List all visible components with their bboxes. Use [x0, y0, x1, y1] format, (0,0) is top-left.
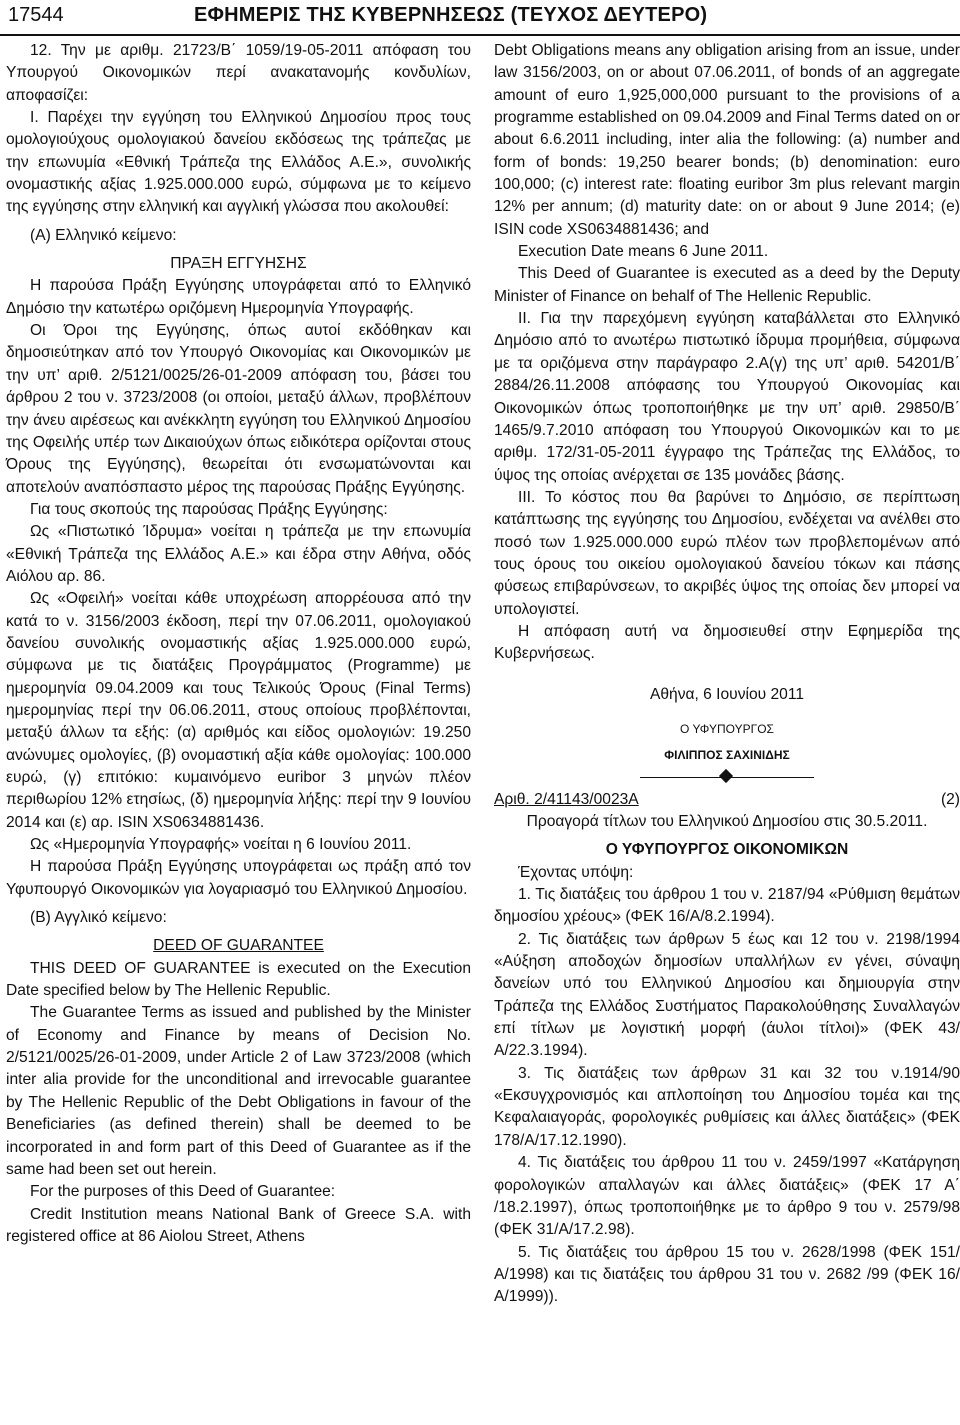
decision-title: Προαγορά τίτλων του Ελληνικού Δημοσίου στις 30.5.2011.	[526, 813, 928, 830]
left-column	[6, 40, 471, 1248]
paragraph: Ως «Πιστωτικό Ίδρυμα» νοείται η τράπεζα με την επωνυμία «Εθνική Τράπεζα της Ελλάδος Α.Ε.» και έδρα στην Αθήνα, οδός Αιόλου αρ. 86.	[6, 523, 471, 585]
list-item: 4. Τις διατάξεις του άρθρου 11 του ν. 2459/1997 «Κατάργηση φορολογικών απαλλαγών και άλλες διατάξεις» (ΦΕΚ 17 Α΄ /18.2.1997), όπως τροποποιήθηκε με το άρθρο 9 του ν. 2579/98 (ΦΕΚ 31/Α/17.2.98).	[494, 1154, 960, 1239]
signature-role: Ο ΥΦΥΠΟΥΡΓΟΣ	[680, 721, 774, 736]
decision-ordinal: (2)	[940, 790, 960, 808]
list-item: 5. Τις διατάξεις του άρθρου 15 του ν. 2628/1998 (ΦΕΚ 151/Α/1998) και τις διατάξεις του άρθρου 31 του ν. 2682 /99 (ΦΕΚ 16/Α/1999)).	[494, 1243, 960, 1306]
paragraph: The Guarantee Terms as issued and published by the Minister of Economy and Finance by means of Decision No. 2/5121/0025/26-01-2009, under Article 2 of Law 3723/2008 (which inter alia provide for the unconditional and irrevocable guarantee by The Hellenic Republic of the Debt Obligations in favour of the Beneficiaries (as defined therein) shall be deemed to be incorporated in and form part of this Deed of Guarantee as if the same had been set out herein.	[6, 1004, 471, 1178]
section-heading: ΠΡΑΞΗ ΕΓΓΥΗΣΗΣ	[170, 255, 307, 273]
paragraph: Η παρούσα Πράξη Εγγύησης υπογράφεται ως πράξη από τον Υφυπουργό Οικονομικών για λογαριασμό του Ελληνικού Δημοσίου.	[6, 858, 471, 898]
paragraph: ΙΙ. Για την παρεχόμενη εγγύηση καταβάλλεται στο Ελληνικό Δημόσιο από το ανωτέρω πιστωτικό ίδρυμα προμήθεια, σύμφωνα με τα οριζόμενα στην παράγραφο 2.Α(γ) της υπ’ αριθ. 54201/Β΄ 2884/26.11.2008 απόφασης του Υπουργού Οικονομίας και Οικονομικών όπως τροποποιήθηκε με την υπ’ αριθ. 29850/Β΄ 1465/9.7.2010 απόφαση του Υπουργού Οικονομικών και το με αριθμ. 172/31-05-2011 έγγραφο της Τράπεζας της Ελλάδος, το ύψος της οποίας ανέρχεται σε 135 μονάδες βάσης.	[494, 310, 960, 484]
paragraph: For the purposes of this Deed of Guarantee:	[30, 1183, 336, 1201]
page-number: 17544	[8, 4, 64, 26]
paragraph: Ως «Ημερομηνία Υπογραφής» νοείται η 6 Ιουνίου 2011.	[30, 836, 412, 854]
section-separator	[494, 767, 960, 789]
header-rule	[0, 34, 960, 36]
paragraph: Για τους σκοπούς της παρούσας Πράξης Εγγύησης:	[30, 500, 388, 518]
having-regard: Έχοντας υπόψη:	[518, 863, 634, 881]
right-column	[494, 40, 960, 1309]
paragraph: Ι. Παρέχει την εγγύηση του Ελληνικού Δημοσίου προς τους ομολογιούχους ομολογιακού δανείου εκδόσεως της τράπεζας με την επωνυμία «Εθνική Τράπεζα της Ελλάδος Α.Ε.», συνολικής ονομαστικής αξίας 1.925.000.000 ευρώ, σύμφωνα με το κείμενο της εγγύησης στην ελληνική και αγγλική γλώσσα που ακολουθεί:	[6, 109, 471, 216]
signature-name: ΦΙΛΙΠΠΟΣ ΣΑΧΙΝΙΔΗΣ	[664, 748, 790, 763]
paragraph: Debt Obligations means any obligation arising from an issue, under law 3156/2003, on or about 07.06.2011, of bonds of an aggregate amount of euro 1,925,000,000 pursuant to the provisions of a programme established on 09.04.2009 and Final Terms dated on or about 6.6.2011 including, inter alia the following: (a) number and form of bonds: 19,250 bearer bonds; (b) denomination: euro 100,000; (c) interest rate: floating euribor 3m plus relevant margin 12% per annum; (d) maturity date: on or about 9 June 2014; (e) ISIN code XS0634881436; and	[494, 42, 960, 238]
section-label: (Β) Αγγλικό κείμενο:	[30, 909, 167, 927]
decision-authority: Ο ΥΦΥΠΟΥΡΓΟΣ ΟΙΚΟΝΟΜΙΚΩΝ	[605, 841, 849, 859]
gazette-title: ΕΦΗΜΕΡΙΣ ΤΗΣ ΚΥΒΕΡΝΗΣΕΩΣ (ΤΕΥΧΟΣ ΔΕΥΤΕΡΟ)	[194, 4, 708, 26]
paragraph: ΙΙΙ. Το κόστος που θα βαρύνει το Δημόσιο, σε περίπτωση κατάπτωσης της εγγύησης του Δημοσίου, ενδέχεται να ανέλθει στο ποσό των 1.925.000.000 ευρώ πλέον των προβλεπομένων από τους όρους του οικείου ομολογιακού δανείου τόκων και πάσης φύσεως επιβαρύνσεων, το ακριβές ύψος της οποίας δεν μπορεί να υπολογιστεί.	[494, 488, 960, 618]
list-item: 1. Τις διατάξεις του άρθρου 1 του ν. 2187/94 «Ρύθμιση θεμάτων δημοσίου χρέους» (ΦΕΚ 16/Α/8.2.1994).	[494, 886, 960, 926]
paragraph: Ως «Οφειλή» νοείται κάθε υποχρέωση απορρέουσα από την κατά το ν. 3156/2003 έκδοση, περί την 07.06.2011, ομολογιακού δανείου συνολικής ονομαστικής αξίας 1.925.000.000 ευρώ, σύμφωνα με τις διατάξεις Προγράμματος (Programme) με ημερομηνία 09.04.2009 και τους Τελικούς Όρους (Final Terms) ημερομηνίας περί την 06.06.2011, στους οποίους προβλέπονται, μεταξύ άλλων τα εξής: (α) αριθμός και είδος ομολογιών: 19.250 ανώνυμες ομολογίες, (β) ονομαστική αξία κάθε ομολογίας: 100.000 ευρώ, (γ) επιτόκιο: κυμαινόμενο euribor 3 μηνών πλέον περιθωρίου 12% ετησίως, (δ) ημερομηνία λήξης: περί την 9 Ιουνίου 2014 και (ε) αρ. ISIN XS0634881436.	[6, 590, 471, 831]
paragraph: Η παρούσα Πράξη Εγγύησης υπογράφεται από το Ελληνικό Δημόσιο την κατωτέρω οριζόμενη Ημερομηνία Υπογραφής.	[6, 277, 471, 317]
section-label: (Α) Ελληνικό κείμενο:	[30, 226, 177, 244]
paragraph: Execution Date means 6 June 2011.	[518, 243, 769, 261]
decision-number: Αριθ. 2/41143/0023Α	[494, 790, 639, 808]
section-heading: DEED OF GUARANTEE	[153, 937, 324, 955]
paragraph: Οι Όροι της Εγγύησης, όπως αυτοί εκδόθηκαν και δημοσιεύτηκαν από τον Υπουργό Οικονομίας και Οικονομικών με την υπ’ αριθ. 2/5121/0025/26-01-2009 απόφαση του, βάσει του άρθρου 2 του ν. 3723/2008 (οι οποίοι, μεταξύ άλλων, προβλέπουν την άνευ αιρέσεως και ανέκκλητη εγγύηση του Ελληνικού Δημοσίου της Οφειλής υπέρ των Δικαιούχων όπως ειδικότερα ορίζονται στους Όρους της Εγγύησης), θεωρείται ότι ενσωματώνονται και αποτελούν αναπόσπαστο μέρος της παρούσας Πράξης Εγγύησης.	[6, 322, 471, 496]
page-header	[0, 0, 960, 40]
paragraph: Η απόφαση αυτή να δημοσιευθεί στην Εφημερίδα της Κυβερνήσεως.	[494, 622, 960, 663]
list-item: 3. Τις διατάξεις των άρθρων 31 και 32 του ν.1914/90 «Εκσυγχρονισμός και απλοποίηση του Δημοσίου τομέα και της Κεφαλαιαγοράς, φορολογικές ρυθμίσεις και άλλες διατάξεις» (ΦΕΚ 178/Α/17.12.1990).	[494, 1064, 960, 1149]
paragraph: 12. Την με αριθμ. 21723/Β΄ 1059/19-05-2011 απόφαση του Υπουργού Οικονομικών περί ανακατανομής κονδυλίων, αποφασίζει:	[6, 42, 471, 104]
paragraph: Credit Institution means National Bank of Greece S.A. with registered office at 86 Aiolou Street, Athens	[6, 1205, 471, 1245]
decision-number-row	[494, 789, 960, 811]
signature-place-date: Αθήνα, 6 Ιουνίου 2011	[649, 685, 805, 703]
list-item: 2. Τις διατάξεις των άρθρων 5 έως και 12 του ν. 2198/1994 «Αύξηση αποδοχών δημοσίων υπαλλήλων εν γένει, σύναψη δανείων υπό του Ελληνικού Δημοσίου και δημιουργία στην Τράπεζα της Ελλάδος Συστήματος Παρακολούθησης Συναλλαγών επί τίτλων με λογιστική μορφή (άυλοι τίτλοι)» (ΦΕΚ 43/Α/22.3.1994).	[494, 930, 960, 1060]
paragraph: This Deed of Guarantee is executed as a deed by the Deputy Minister of Finance on behalf of The Hellenic Republic.	[494, 265, 960, 305]
paragraph: THIS DEED OF GUARANTEE is executed on the Execution Date specified below by The Hellenic Republic.	[6, 959, 471, 1000]
diamond-icon	[719, 769, 733, 783]
